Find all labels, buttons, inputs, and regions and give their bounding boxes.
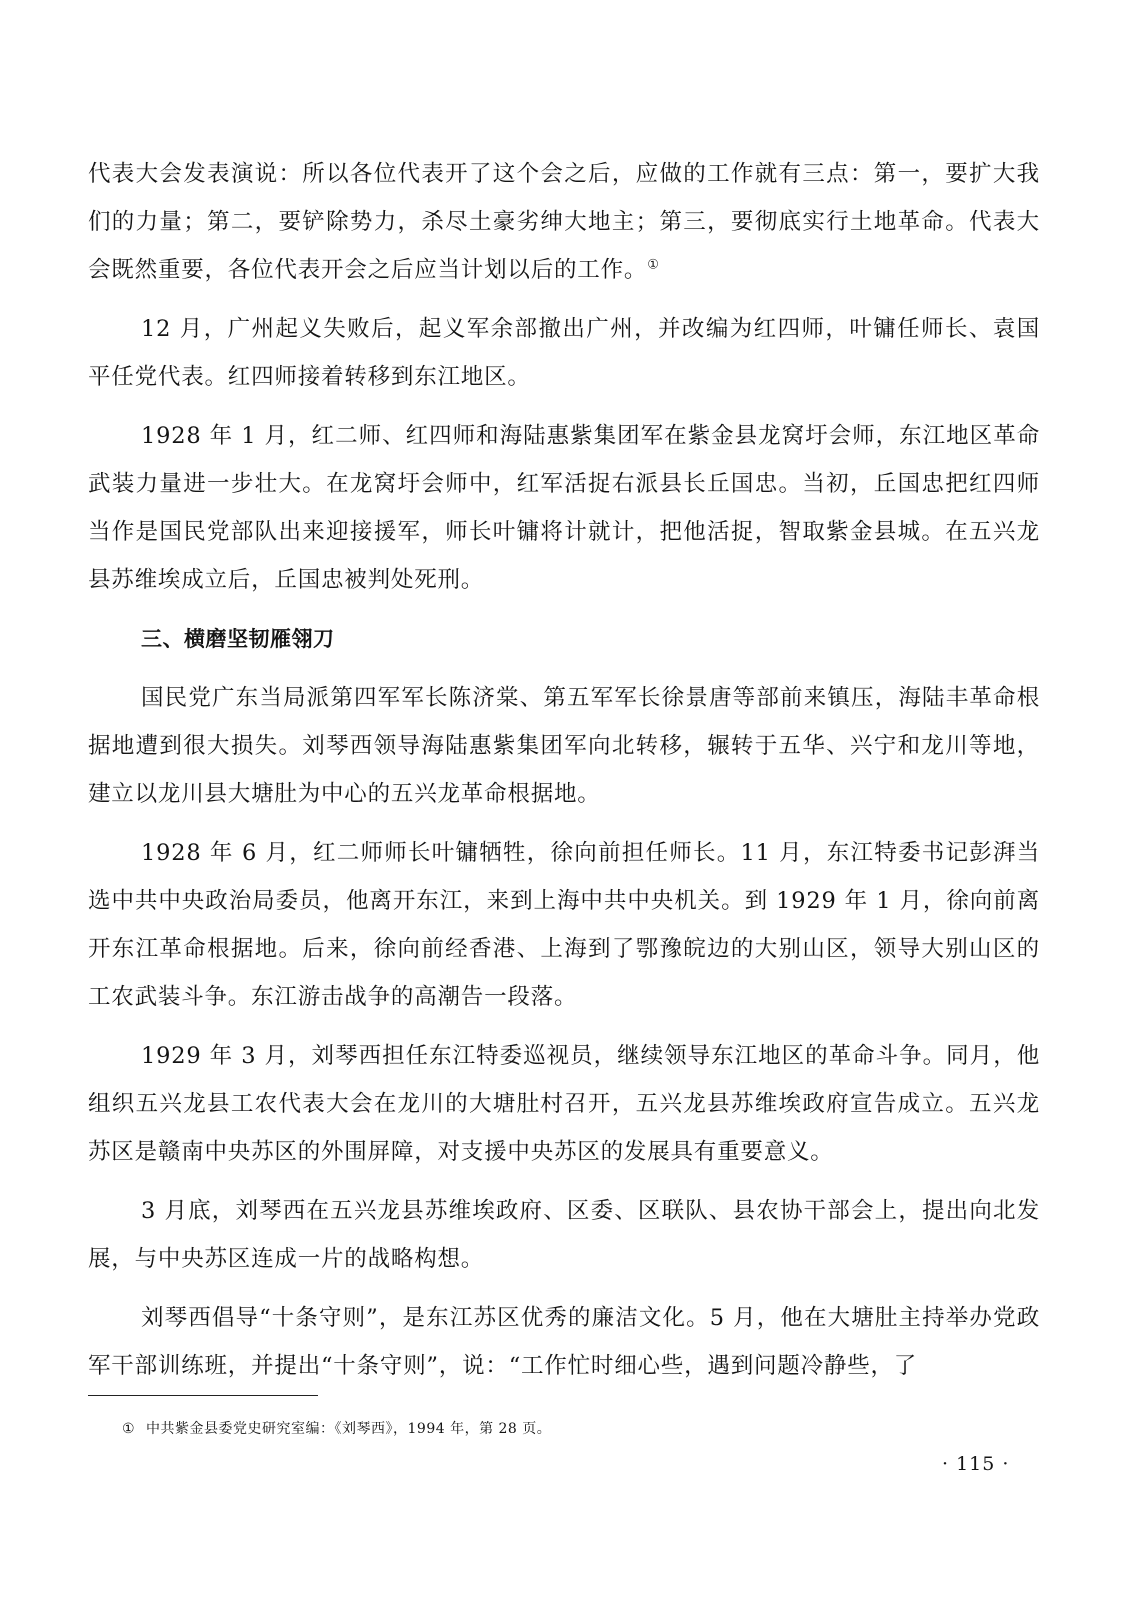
paragraph-1-text: 代表大会发表演说：所以各位代表开了这个会之后，应做的工作就有三点：第一，要扩大我们的力量；第二，要铲除势力，杀尽土豪劣绅大地主；第三，要彻底实行土地革命。代表大会既然重要，各位代表开会之后应当计划以后的工作。 bbox=[88, 161, 1040, 283]
paragraph-8: 刘琴西倡导“十条守则”，是东江苏区优秀的廉洁文化。5 月，他在大塘肚主持举办党政军干部训练班，并提出“十条守则”，说：“工作忙时细心些，遇到问题冷静些，了 bbox=[88, 1305, 1040, 1379]
footnote-mark: ① bbox=[122, 1421, 136, 1437]
paragraph-3: 1928 年 1 月，红二师、红四师和海陆惠紫集团军在紫金县龙窝圩会师，东江地区革命武装力量进一步壮大。在龙窝圩会师中，红军活捉右派县长丘国忠。当初，丘国忠把红四师当作是国民党部队出来迎接援军，师长叶镛将计就计，把他活捉，智取紫金县城。在五兴龙县苏维埃成立后，丘国忠被判处死刑。 bbox=[88, 423, 1040, 593]
footnote bbox=[122, 1419, 552, 1439]
footnote-reference: ① bbox=[647, 257, 660, 273]
paragraph-1 bbox=[88, 150, 1040, 294]
paragraph-4: 国民党广东当局派第四军军长陈济棠、第五军军长徐景唐等部前来镇压，海陆丰革命根据地遭到很大损失。刘琴西领导海陆惠紫集团军向北转移，辗转于五华、兴宁和龙川等地，建立以龙川县大塘肚为中心的五兴龙革命根据地。 bbox=[88, 685, 1040, 807]
footnote-divider bbox=[88, 1395, 318, 1396]
paragraph-7: 3 月底，刘琴西在五兴龙县苏维埃政府、区委、区联队、县农协干部会上，提出向北发展，与中央苏区连成一片的战略构想。 bbox=[88, 1198, 1040, 1272]
body-text bbox=[88, 150, 1040, 1401]
footnote-text: 中共紫金县委党史研究室编：《刘琴西》，1994 年，第 28 页。 bbox=[146, 1421, 552, 1437]
section-heading: 三、横磨坚韧雁翎刀 bbox=[141, 627, 335, 651]
paragraph-5: 1928 年 6 月，红二师师长叶镛牺牲，徐向前担任师长。11 月，东江特委书记彭湃当选中共中央政治局委员，他离开东江，来到上海中共中央机关。到 1929 年 1 月，徐向前离开东江革命根据地。后来，徐向前经香港、上海到了鄂豫皖边的大别山区，领导大别山区的工农武装斗争。东江游击战争的高潮告一段落。 bbox=[88, 840, 1040, 1010]
page-number: · 115 · bbox=[942, 1453, 1010, 1475]
paragraph-6: 1929 年 3 月，刘琴西担任东江特委巡视员，继续领导东江地区的革命斗争。同月，他组织五兴龙县工农代表大会在龙川的大塘肚村召开，五兴龙县苏维埃政府宣告成立。五兴龙苏区是赣南中央苏区的外围屏障，对支援中央苏区的发展具有重要意义。 bbox=[88, 1043, 1040, 1165]
paragraph-2: 12 月，广州起义失败后，起义军余部撤出广州，并改编为红四师，叶镛任师长、袁国平任党代表。红四师接着转移到东江地区。 bbox=[88, 316, 1040, 390]
